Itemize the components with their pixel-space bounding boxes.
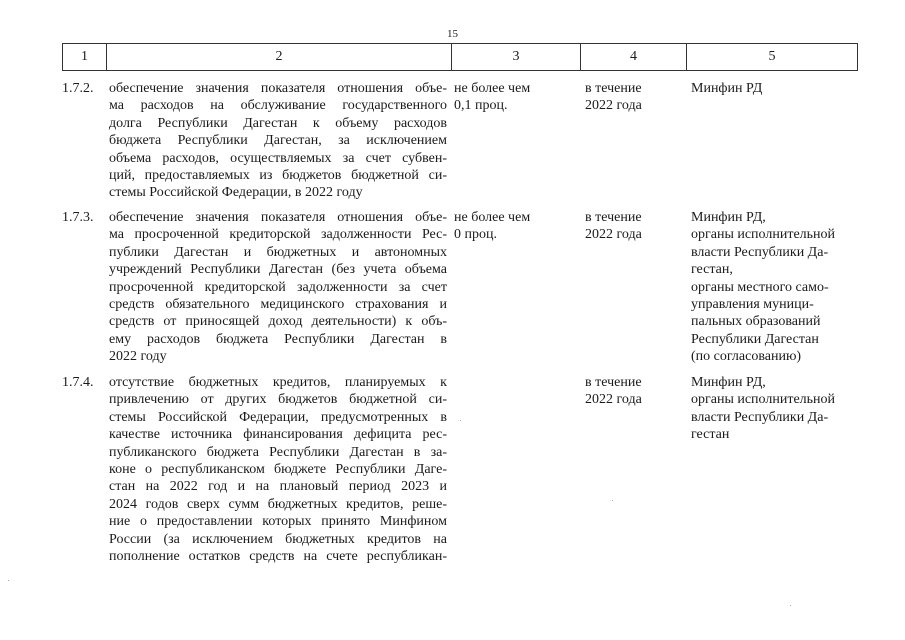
item-number: 1.7.2.	[62, 81, 94, 96]
responsible-line: органы исполнительной	[691, 227, 836, 243]
responsible-line: органы исполнительной	[691, 392, 836, 408]
description-line: отсутствие бюджетных кредитов, планируемых к	[109, 375, 447, 390]
responsible-party	[691, 80, 861, 97]
column-header-table	[62, 43, 858, 71]
deadline	[585, 209, 685, 244]
responsible-line: управления муници-	[691, 297, 814, 313]
description-line: ему расходов бюджета Республики Дагестан в	[109, 331, 447, 347]
item-description	[109, 374, 447, 565]
deadline	[585, 374, 685, 409]
item-description	[109, 80, 447, 202]
responsible-line: гестан,	[691, 262, 733, 278]
description-line: привлечению от других бюджетов бюджетной си-	[109, 392, 447, 408]
term-line: в течение	[585, 375, 642, 390]
column-header-5: 5	[687, 44, 858, 71]
description-line: обеспечение значения показателя отношения объе-	[109, 81, 447, 96]
term-line: в течение	[585, 81, 642, 96]
description-line: объема расходов, осуществляемых за счет субвен-	[109, 150, 447, 166]
description-line: средств обязательного медицинского страхования и	[109, 297, 447, 313]
scan-speck	[790, 605, 791, 606]
responsible-line: органы местного само-	[691, 279, 829, 295]
responsible-party	[691, 374, 861, 444]
value-line: не более чем	[454, 210, 531, 225]
description-line: стан на 2022 год и на плановый период 2023 и	[109, 479, 447, 495]
column-header-4: 4	[581, 44, 687, 71]
description-line: учреждений Республики Дагестан (без учета объема	[109, 262, 447, 278]
description-line: 2022 году	[109, 349, 167, 365]
responsible-party	[691, 209, 861, 366]
term-line: 2022 года	[585, 98, 642, 114]
scan-speck	[612, 500, 613, 501]
description-line: просроченной кредиторской задолженности за счет	[109, 279, 447, 295]
description-line: коне о республиканском бюджете Республики Даге-	[109, 462, 447, 478]
column-header-2: 2	[107, 44, 452, 71]
item-description	[109, 209, 447, 366]
target-value	[454, 209, 564, 244]
scan-speck	[460, 420, 461, 421]
responsible-line: гестан	[691, 427, 730, 443]
target-value	[454, 80, 564, 115]
term-line: в течение	[585, 210, 642, 225]
description-line: стемы Российской Федерации, в 2022 году	[109, 185, 363, 201]
description-line: стемы Российской Федерации, предусмотренных в	[109, 409, 447, 425]
description-line: России (за исключением бюджетных кредитов на	[109, 531, 447, 547]
description-line: ма расходов на обслуживание государственного	[109, 98, 447, 114]
deadline	[585, 80, 685, 115]
value-line: не более чем	[454, 81, 531, 96]
responsible-line: Минфин РД,	[691, 210, 766, 225]
responsible-line: власти Республики Да-	[691, 409, 829, 425]
item-number: 1.7.3.	[62, 210, 94, 225]
column-header-1: 1	[63, 44, 107, 71]
description-line: бюджета Республики Дагестан, за исключением	[109, 133, 447, 149]
description-line: публиканского бюджета Республики Дагестан в за-	[109, 444, 447, 460]
scan-speck	[8, 580, 9, 581]
description-line: пополнение остатков средств на счете республикан-	[109, 549, 447, 565]
value-line: 0,1 проц.	[454, 98, 508, 114]
description-line: 2024 годов сверх сумм бюджетных кредитов, реше-	[109, 496, 447, 512]
description-line: средств от приносящей доход деятельности) к объ-	[109, 314, 447, 330]
responsible-line: Минфин РД	[691, 81, 763, 96]
description-line: ций, предоставляемых из бюджетов бюджетной си-	[109, 168, 447, 184]
item-number: 1.7.4.	[62, 375, 94, 390]
description-line: долга Республики Дагестан к объему расходов	[109, 115, 447, 131]
description-line: публики Дагестан и бюджетных и автономных	[109, 244, 447, 260]
responsible-line: пальных образований	[691, 314, 821, 330]
description-line: качестве источника финансирования дефицита рес-	[109, 427, 447, 443]
value-line: 0 проц.	[454, 227, 497, 243]
responsible-line: власти Республики Да-	[691, 244, 829, 260]
responsible-line: Минфин РД,	[691, 375, 766, 390]
description-line: ние о предоставлении которых принято Минфином	[109, 514, 447, 530]
description-line: ма просроченной кредиторской задолженности Рес-	[109, 227, 447, 243]
column-header-row	[63, 44, 858, 71]
responsible-line: Республики Дагестан	[691, 331, 819, 347]
description-line: обеспечение значения показателя отношения объе-	[109, 210, 447, 225]
term-line: 2022 года	[585, 227, 642, 243]
term-line: 2022 года	[585, 392, 642, 408]
responsible-line: (по согласованию)	[691, 349, 802, 365]
page-number: 15	[447, 28, 458, 40]
column-header-3: 3	[452, 44, 581, 71]
